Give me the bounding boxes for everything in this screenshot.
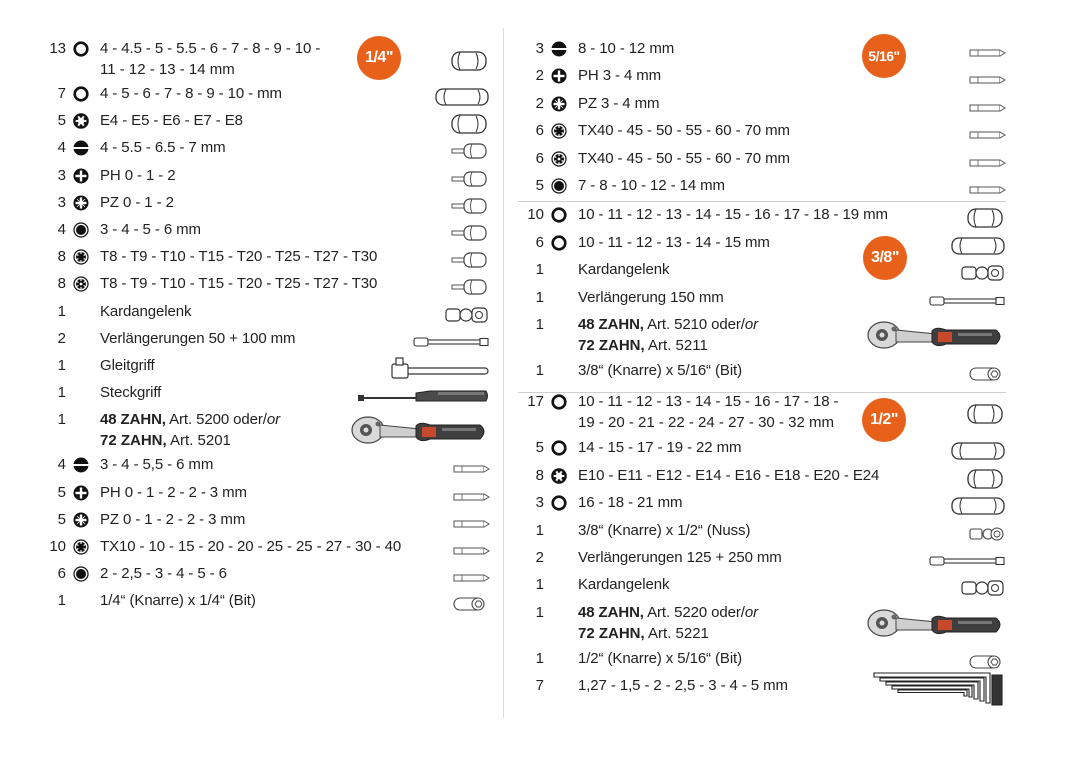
pozidriv-profile-icon [551,96,567,112]
item-description: 3/8“ (Knarre) x 1/2“ (Nuss) [578,521,751,539]
item-quantity: 10 [49,538,66,555]
article-number: Art. 5220 oder/ [643,603,745,621]
list-item [518,234,1018,260]
item-description-line2 [100,432,231,450]
list-item [40,112,495,138]
item-quantity: 17 [527,393,544,411]
adapter-icon [450,594,490,619]
item-description: 3 - 4 - 5,5 - 6 mm [100,456,214,474]
teeth-count: 72 ZAHN, [100,432,167,450]
list-item [40,538,495,564]
item-description: 3/8“ (Knarre) x 5/16“ (Bit) [578,362,743,379]
item-description: 10 - 11 - 12 - 13 - 14 - 15 - 16 - 17 - 18 - 19 mm [578,206,888,224]
item-quantity: 1 [57,384,66,402]
hex-profile-icon [551,495,567,511]
item-quantity: 4 [57,456,66,474]
item-quantity: 5 [57,112,66,130]
ujoint-icon [444,304,490,331]
item-description: PZ 3 - 4 mm [578,94,660,112]
item-description: 16 - 18 - 21 mm [578,494,683,512]
list-item [518,95,1018,121]
bit-icon [968,101,1006,119]
list-item [518,439,1018,465]
hexkey-profile-icon [73,222,89,238]
flat-profile-icon [73,457,89,473]
item-quantity: 3 [535,494,544,512]
item-quantity: 10 [527,206,544,224]
item-quantity: 8 [57,275,66,293]
extension-icon [928,554,1006,573]
item-description: T8 - T9 - T10 - T15 - T20 - T25 - T27 - T30 [100,275,378,293]
list-item [518,494,1018,520]
list-item [40,565,495,591]
list-item [518,467,1018,493]
or-label: or [744,603,758,621]
list-item [40,221,495,247]
item-quantity: 1 [535,316,544,333]
socket-short-icon [966,467,1006,496]
item-quantity: 3 [57,193,66,211]
item-quantity: 3 [57,166,66,184]
teeth-count: 72 ZAHN, [578,624,645,642]
socket-long-icon [950,440,1006,467]
teeth-count: 48 ZAHN, [578,316,644,333]
item-quantity: 2 [535,94,544,112]
list-item [518,67,1018,93]
bit-icon [452,571,490,589]
list-item [518,177,1018,203]
socket-short-icon [966,402,1006,431]
bit-socket-icon [450,141,490,166]
badge-1-2-inch: 1/2" [862,398,906,442]
socket-long-icon [950,235,1006,262]
list-item [40,194,495,220]
item-quantity: 1 [535,576,544,594]
bit-icon [452,544,490,562]
item-quantity: 8 [57,248,66,266]
item-quantity: 1 [535,603,544,621]
item-description-line2: 11 - 12 - 13 - 14 mm [100,61,235,78]
ujoint-icon [960,577,1006,604]
item-description: PH 0 - 1 - 2 - 2 - 3 mm [100,483,247,501]
item-description: 4 - 5 - 6 - 7 - 8 - 9 - 10 - mm [100,85,282,102]
ratchet-icon [350,415,490,454]
item-description: TX40 - 45 - 50 - 55 - 60 - 70 mm [578,122,790,140]
list-item [40,85,495,111]
hexkeys-icon [872,671,1006,712]
torx-tr-profile-icon [551,151,567,167]
ratchet-icon [866,320,1006,359]
article-number: Art. 5200 oder/ [165,411,267,429]
item-description [100,411,280,429]
bit-icon [968,156,1006,174]
item-description: Verlängerung 150 mm [578,288,724,306]
item-description [578,316,758,334]
list-item [40,275,495,301]
bit-icon [452,462,490,480]
bit-icon [968,46,1006,64]
item-description: TX10 - 10 - 15 - 20 - 20 - 25 - 25 - 27 - 30 - 40 [100,538,402,555]
badge-1-4-inch: 1/4" [357,36,401,80]
item-quantity: 7 [57,85,66,102]
bit-icon [968,128,1006,146]
item-quantity: 13 [49,40,66,57]
torx-tr-profile-icon [73,276,89,292]
bit-icon [968,73,1006,91]
list-item [40,484,495,510]
list-item [40,248,495,274]
item-description: Kardangelenk [578,261,670,279]
pozidriv-profile-icon [73,195,89,211]
item-description-line2 [578,625,709,643]
bit-socket-icon [450,223,490,248]
hex-profile-icon [551,207,567,223]
item-quantity: 5 [535,439,544,457]
torx-e-profile-icon [73,113,89,129]
item-quantity: 6 [57,565,66,583]
item-description: Kardangelenk [578,576,670,594]
item-description: 3 - 4 - 5 - 6 mm [100,221,201,238]
item-quantity: 3 [535,40,544,57]
item-description: 8 - 10 - 12 mm [578,40,675,57]
hex-profile-icon [551,235,567,251]
socket-short-icon [966,206,1006,235]
bit-socket-icon [450,169,490,194]
torx-profile-icon [73,539,89,555]
torx-e-profile-icon [551,468,567,484]
extension-icon [928,294,1006,313]
item-quantity: 1 [535,521,544,539]
item-quantity: 1 [57,592,66,610]
item-quantity: 6 [535,149,544,167]
list-item [518,40,1018,66]
item-quantity: 1 [535,261,544,279]
item-description: 1,27 - 1,5 - 2 - 2,5 - 3 - 4 - 5 mm [578,677,788,695]
list-item [518,576,1018,602]
item-quantity: 2 [57,329,66,347]
phillips-profile-icon [551,68,567,84]
item-quantity: 1 [535,288,544,306]
article-number: Art. 5211 [644,337,708,354]
socket-long-icon [950,495,1006,522]
adapter-icon [966,364,1006,389]
screwdriver-icon [358,385,490,412]
hex-profile-icon [551,394,567,410]
item-description-line2 [578,337,708,355]
list-item [40,139,495,165]
list-item [40,357,495,383]
item-description: PH 0 - 1 - 2 [100,166,176,184]
list-item [518,150,1018,176]
list-item [40,167,495,193]
list-item [40,384,495,410]
article-number: Art. 5210 oder/ [643,316,745,333]
item-quantity: 5 [535,177,544,194]
ujoint-icon [960,262,1006,289]
list-item [518,122,1018,148]
item-quantity: 6 [535,233,544,251]
torx-profile-icon [73,249,89,265]
item-quantity: 4 [57,139,66,157]
or-label: or [266,411,280,429]
teeth-count: 48 ZAHN, [578,603,644,621]
item-description: 7 - 8 - 10 - 12 - 14 mm [578,177,725,194]
hex-profile-icon [73,41,89,57]
teeth-count: 72 ZAHN, [578,337,645,354]
phillips-profile-icon [73,168,89,184]
list-item [40,40,495,78]
item-quantity: 4 [57,221,66,238]
tbar-icon [390,356,490,387]
list-item [518,206,1018,232]
item-quantity: 6 [535,122,544,140]
list-item [518,261,1018,287]
ratchet-icon [866,608,1006,647]
badge-5-16-inch: 5/16" [862,34,906,78]
item-description: E4 - E5 - E6 - E7 - E8 [100,112,243,130]
item-description [578,604,758,622]
article-number: Art. 5221 [644,624,709,642]
list-item [40,592,495,618]
list-item [40,330,495,356]
item-quantity: 5 [57,510,66,528]
item-description: Steckgriff [100,384,162,402]
bit-socket-icon [450,250,490,275]
list-item [40,456,495,482]
item-quantity: 5 [57,483,66,501]
article-number: Art. 5201 [166,432,231,450]
torx-profile-icon [551,123,567,139]
badge-3-8-inch: 3/8" [863,236,907,280]
item-quantity: 8 [535,466,544,484]
list-item [518,362,1018,388]
item-quantity: 1 [535,362,544,379]
item-description: 14 - 15 - 17 - 19 - 22 mm [578,439,742,457]
item-description: 1/2“ (Knarre) x 5/16“ (Bit) [578,649,743,667]
list-item [518,603,1018,642]
item-description: 4 - 4.5 - 5 - 5.5 - 6 - 7 - 8 - 9 - 10 - [100,40,321,57]
item-quantity: 1 [57,411,66,429]
item-quantity: 1 [535,649,544,667]
item-description: PH 3 - 4 mm [578,67,662,85]
list-item [40,511,495,537]
list-item [518,522,1018,548]
item-quantity: 1 [57,302,66,320]
list-item [518,316,1018,354]
list-item [40,411,495,450]
flat-profile-icon [73,140,89,156]
bit-icon [968,183,1006,201]
list-item [518,289,1018,315]
item-description: PZ 0 - 1 - 2 [100,193,174,211]
item-description: T8 - T9 - T10 - T15 - T20 - T25 - T27 - T30 [100,248,378,266]
bit-icon [452,517,490,535]
section-separator-1-2 [518,392,1006,393]
pozidriv-profile-icon [73,512,89,528]
item-quantity: 2 [535,67,544,85]
hexkey-profile-icon [73,566,89,582]
hexkey-profile-icon [551,178,567,194]
teeth-count: 48 ZAHN, [100,411,166,429]
item-description: 1/4“ (Knarre) x 1/4“ (Bit) [100,592,256,610]
list-item [518,393,1018,432]
item-description: PZ 0 - 1 - 2 - 2 - 3 mm [100,510,246,528]
item-description: 10 - 11 - 12 - 13 - 14 - 15 mm [578,233,770,251]
socket-short-icon [450,49,490,78]
item-quantity: 2 [535,549,544,566]
item-description: 4 - 5.5 - 6.5 - 7 mm [100,139,226,157]
bit-socket-icon [450,277,490,302]
phillips-profile-icon [73,485,89,501]
column-divider [503,28,504,718]
extension-icon [412,335,490,354]
item-description-line2: 19 - 20 - 21 - 22 - 24 - 27 - 30 - 32 mm [578,414,834,432]
socket-short-icon [450,112,490,141]
list-item [518,677,1018,703]
socket-long-icon [434,86,490,113]
list-item [40,303,495,329]
flat-profile-icon [551,41,567,57]
item-description: 2 - 2,5 - 3 - 4 - 5 - 6 [100,565,227,583]
item-description: 10 - 11 - 12 - 13 - 14 - 15 - 16 - 17 - 18 - [578,393,839,411]
item-description: TX40 - 45 - 50 - 55 - 60 - 70 mm [578,149,790,167]
item-description: Verlängerungen 125 + 250 mm [578,549,782,566]
item-description: Verlängerungen 50 + 100 mm [100,329,296,347]
or-label: or [744,316,758,333]
list-item [518,549,1018,575]
bit-icon [452,490,490,508]
bit-socket-icon [450,196,490,221]
section-separator-3-8 [518,201,1006,202]
item-quantity: 7 [535,677,544,695]
hex-profile-icon [73,86,89,102]
item-quantity: 1 [57,357,66,374]
hex-profile-icon [551,440,567,456]
adapter2-icon [966,524,1006,549]
item-description: Gleitgriff [100,357,155,374]
item-description: Kardangelenk [100,302,192,320]
item-description: E10 - E11 - E12 - E14 - E16 - E18 - E20 - E24 [578,466,880,484]
